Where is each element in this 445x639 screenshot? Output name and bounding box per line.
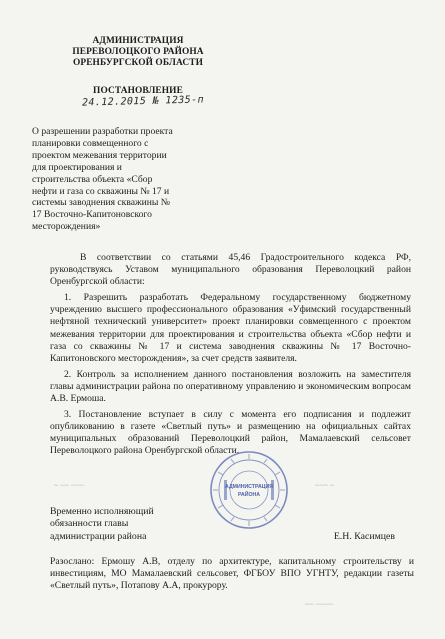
bleed-through-mark: ~~~ ~ — [315, 481, 335, 490]
subject-line: системы заводнения скважины № — [32, 197, 170, 209]
signer-title-line-1: Временно исполняющий — [50, 506, 154, 517]
document-header — [38, 36, 238, 97]
body-item-1: 1. Разрешить разработать Федеральному государственному бюджетному учреждению высшего профессионального образования «Уфимский государственный нефтяной технический университет» проект планировки совмещенного с проектом межевания территории для проектирования и строительства объекта «Сбор нефти и газа со скважины № 17 и система заводнения скважины № 17 Восточно-Капитоновского месторождения», за счет средств заявителя. — [50, 292, 411, 364]
distribution-list — [50, 556, 414, 592]
body-intro: В соответствии со статьями 45,46 Градостроительного кодекса РФ, руководствуясь Уставом муниципального образования Переволоцкий район Оренбургской области: — [50, 252, 411, 288]
subject-line: О разрешении разработки проекта — [32, 126, 173, 137]
distribution-text: Разослано: Ермошу А.В, отделу по архитектуре, капитальному строительству и инвестициям, МО Мамалаевский сельсовет, ФГБОУ ВПО УГНТУ, редакции газеты «Светлый путь», Потапову А.А, прокурору. — [50, 556, 414, 592]
signer-title-line-3: администрации района — [50, 530, 147, 542]
header-line-2: ПЕРЕВОЛОЦКОГО РАЙОНА — [72, 47, 204, 57]
header-line-1: АДМИНИСТРАЦИЯ — [92, 36, 184, 46]
document-body — [50, 252, 411, 458]
bleed-through-mark: ~ ~~ ~~~ — [54, 481, 84, 490]
subject-line: 17 Восточно-Капитоновского — [32, 209, 152, 221]
seal-text-line-1: АДМИНИСТРАЦИЯ — [225, 484, 273, 490]
subject-line: месторождения» — [32, 221, 101, 233]
subject-line: для проектирования и — [32, 161, 122, 173]
subject-line: строительства объекта «Сбор — [32, 173, 153, 185]
seal-text-line-2: РАЙОНА — [237, 492, 261, 498]
signer-title-line-2: обязанности главы — [50, 518, 129, 530]
signature-block — [50, 506, 395, 543]
header-line-3: ОРЕНБУРГСКОЙ ОБЛАСТИ — [72, 58, 203, 68]
date-number-handwritten: 24.12.2015 № 1235-п — [81, 94, 205, 109]
subject-line: планировки совмещенного с — [32, 137, 149, 149]
body-item-2: 2. Контроль за исполнением данного постановления возложить на заместителя главы администрации района по оперативному управлению и экономическим вопросам А.В. Ермоша. — [50, 368, 411, 405]
signer-name: Е.Н. Касимцев — [333, 530, 395, 542]
subject-line: нефти и газа со скважины № 17 и — [32, 185, 170, 197]
document-title: ПОСТАНОВЛЕНИЕ — [93, 86, 183, 96]
document-subject — [32, 126, 192, 233]
bleed-through-mark: ~~ ~~~~ — [305, 600, 333, 609]
body-item-3: 3. Постановление вступает в силу с момента его подписания и подлежит опубликованию в газете «Светлый путь» и размещению на официальных сайтах муниципальных образований Переволоцкий район, Мамалаевский сельсовет Переволоцкого района Оренбургской области. — [50, 409, 411, 457]
subject-line: проектом межевания территории — [32, 149, 167, 161]
